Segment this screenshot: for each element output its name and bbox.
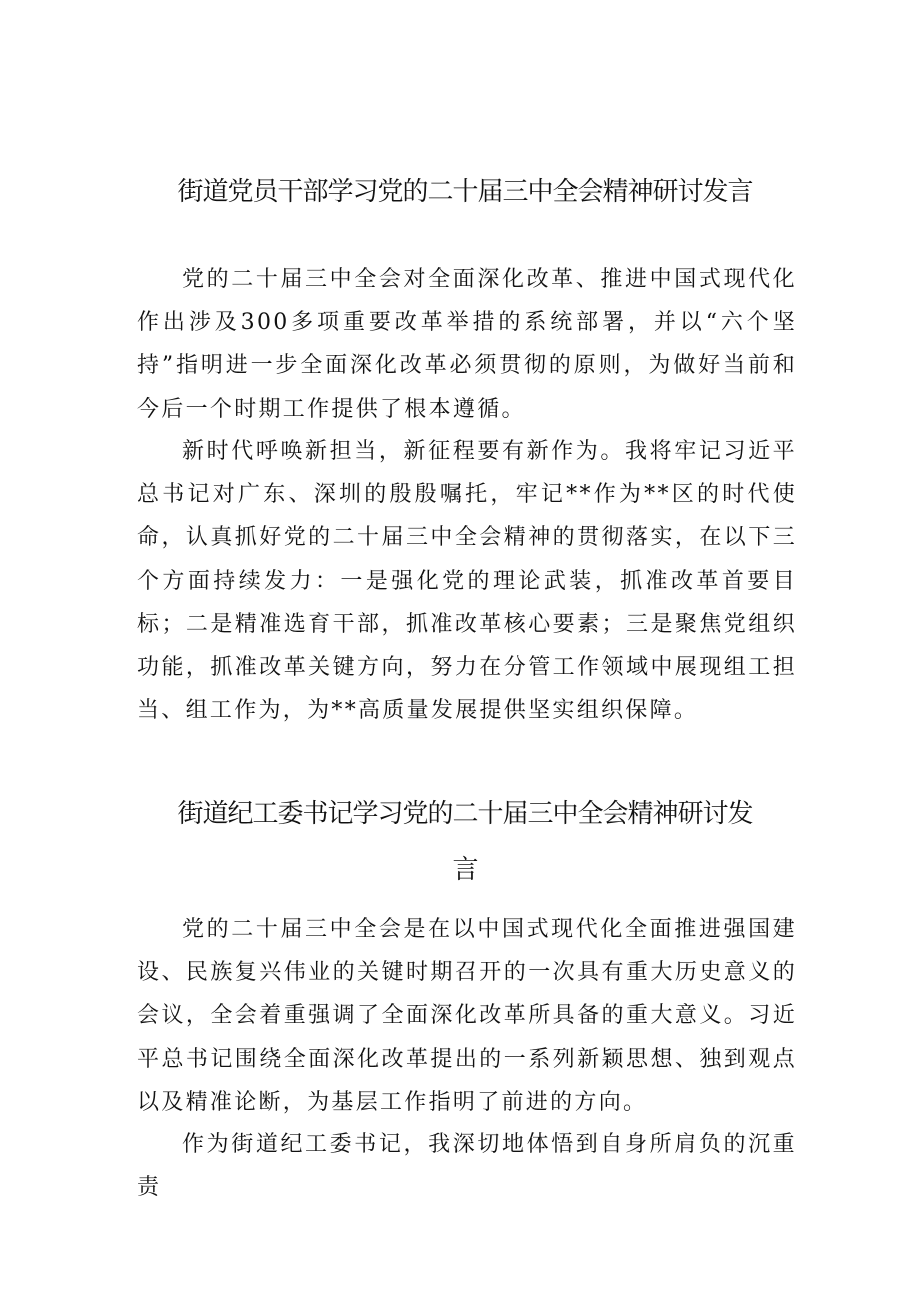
section2-title	[130, 786, 800, 898]
section2-paragraph-2: 作为街道纪工委书记，我深切地体悟到自身所肩负的沉重责	[137, 1132, 797, 1201]
section1-paragraph-2: 新时代呼唤新担当，新征程要有新作为。我将牢记习近平总书记对广东、深圳的殷殷嘱托，牢记**作为**区的时代使命，认真抓好党的二十届三中全会精神的贯彻落实，在以下三个方面持续发力：一是强化党的理论武装，抓准改革首要目标；二是精准选育干部，抓准改革核心要素；三是聚焦党组织功能，抓准改革关键方向，努力在分管工作领域中展现组工担当、组工作为，为**高质量发展提供坚实组织保障。	[137, 439, 797, 724]
section2-paragraph-1: 党的二十届三中全会是在以中国式现代化全面推进强国建设、民族复兴伟业的关键时期召开的一次具有重大历史意义的会议，全会着重强调了全面深化改革所具备的重大意义。习近平总书记围绕全面深化改革提出的一系列新颖思想、独到观点以及精准论断，为基层工作指明了前进的方向。	[137, 917, 797, 1115]
section1-paragraph-1: 党的二十届三中全会对全面深化改革、推进中国式现代化作出涉及300多项重要改革举措的系统部署，并以“六个坚持”指明进一步全面深化改革必须贯彻的原则，为做好当前和今后一个时期工作提供了根本遵循。	[137, 267, 797, 422]
section2-title-line-1: 街道纪工委书记学习党的二十届三中全会精神研讨发	[177, 799, 753, 829]
section1-title: 街道党员干部学习党的二十届三中全会精神研讨发言	[177, 177, 753, 207]
section2-title-line-2: 言	[452, 855, 478, 885]
